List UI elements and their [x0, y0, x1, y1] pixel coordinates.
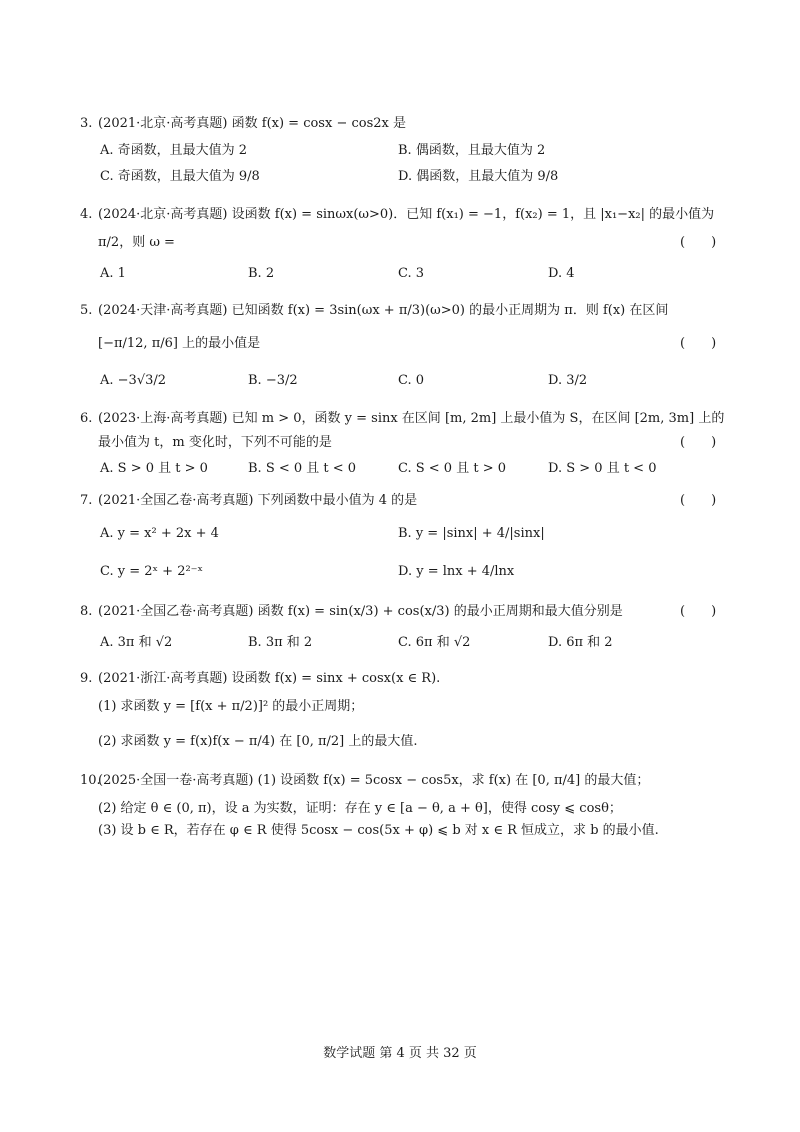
option-c: C. 0 [398, 373, 425, 388]
option-c: C. 3 [398, 266, 425, 281]
answer-paren: ( ) [680, 336, 717, 351]
option-c: C. 奇函数，且最大值为 9/8 [100, 169, 260, 184]
question-number: 7. [80, 493, 93, 508]
answer-paren: ( ) [680, 235, 717, 250]
question-number: 6. [80, 411, 93, 426]
option-c: C. 6π 和 √2 [398, 635, 471, 650]
option-b: B. y = |sinx| + 4/|sinx| [398, 526, 545, 541]
question-number: 4. [80, 207, 93, 222]
option-a: A. y = x² + 2x + 4 [100, 526, 219, 541]
option-d: D. y = lnx + 4/lnx [398, 564, 515, 579]
question-number: 10. [80, 773, 101, 788]
sub-question: (1) 求函数 y = [f(x + π/2)]² 的最小正周期； [98, 699, 364, 714]
option-d: D. 偶函数，且最大值为 9/8 [398, 169, 559, 184]
question-stem: (2021·浙江·高考真题) 设函数 f(x) = sinx + cosx(x ∈ R). [98, 671, 441, 686]
option-c: C. S < 0 且 t > 0 [398, 461, 506, 476]
option-a: A. 奇函数，且最大值为 2 [100, 143, 248, 158]
option-d: D. 3/2 [548, 373, 588, 388]
question-number: 9. [80, 671, 93, 686]
question-number: 8. [80, 604, 93, 619]
option-a: A. S > 0 且 t > 0 [100, 461, 208, 476]
question-number: 3. [80, 116, 93, 131]
option-d: D. 6π 和 2 [548, 635, 613, 650]
option-b: B. 3π 和 2 [248, 635, 313, 650]
question-stem: (2021·全国乙卷·高考真题) 下列函数中最小值为 4 的是 [98, 493, 418, 508]
question-stem: 最小值为 t，m 变化时，下列不可能的是 [98, 435, 332, 450]
option-d: D. 4 [548, 266, 575, 281]
option-a: A. 1 [100, 266, 126, 281]
sub-question: (2) 给定 θ ∈ (0, π)，设 a 为实数，证明：存在 y ∈ [a − θ, a + θ]，使得 cosy ⩽ cosθ； [98, 801, 622, 816]
option-c: C. y = 2ˣ + 2²⁻ˣ [100, 564, 204, 579]
answer-paren: ( ) [680, 604, 717, 619]
option-b: B. S < 0 且 t < 0 [248, 461, 357, 476]
option-b: B. 2 [248, 266, 275, 281]
sub-question: (2) 求函数 y = f(x)f(x − π/4) 在 [0, π/2] 上的最大值. [98, 734, 418, 749]
question-stem: (2021·全国乙卷·高考真题) 函数 f(x) = sin(x/3) + cos(x/3) 的最小正周期和最大值分别是 [98, 604, 623, 619]
question-stem: (2024·北京·高考真题) 设函数 f(x) = sinωx(ω>0)．已知 f(x₁) = −1，f(x₂) = 1，且 |x₁−x₂| 的最小值为 [98, 207, 715, 222]
question-stem: [−π/12, π/6] 上的最小值是 [98, 336, 261, 351]
question-stem: (2025·全国一卷·高考真题) (1) 设函数 f(x) = 5cosx − cos5x，求 f(x) 在 [0, π/4] 的最大值； [98, 773, 650, 788]
answer-paren: ( ) [680, 493, 717, 508]
option-b: B. −3/2 [248, 373, 298, 388]
question-stem: (2024·天津·高考真题) 已知函数 f(x) = 3sin(ωx + π/3)(ω>0) 的最小正周期为 π．则 f(x) 在区间 [98, 303, 669, 318]
option-b: B. 偶函数，且最大值为 2 [398, 143, 546, 158]
option-a: A. 3π 和 √2 [100, 635, 173, 650]
question-stem: π/2，则 ω = [98, 235, 175, 250]
sub-question: (3) 设 b ∈ R，若存在 φ ∈ R 使得 5cosx − cos(5x + φ) ⩽ b 对 x ∈ R 恒成立，求 b 的最小值. [98, 823, 659, 838]
answer-paren: ( ) [680, 435, 717, 450]
question-stem: (2021·北京·高考真题) 函数 f(x) = cosx − cos2x 是 [98, 116, 406, 131]
option-d: D. S > 0 且 t < 0 [548, 461, 657, 476]
question-stem: (2023·上海·高考真题) 已知 m > 0，函数 y = sinx 在区间 [m, 2m] 上最小值为 S，在区间 [2m, 3m] 上的 [98, 411, 725, 426]
page-footer: 数学试题 第 4 页 共 32 页 [323, 1046, 477, 1061]
option-a: A. −3√3/2 [100, 373, 167, 388]
question-number: 5. [80, 303, 93, 318]
